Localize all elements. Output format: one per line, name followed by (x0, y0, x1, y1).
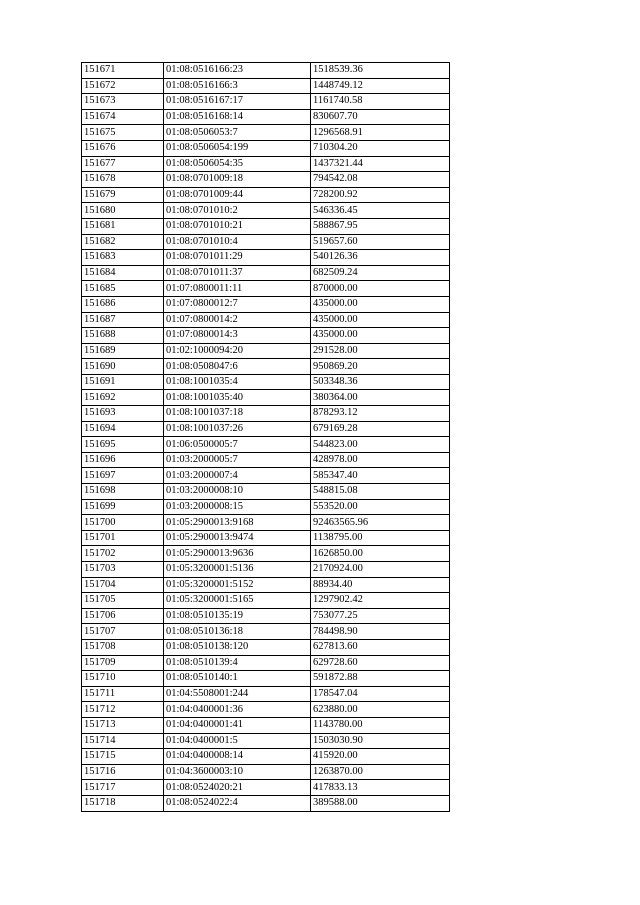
row-number-cell: 151717 (82, 780, 164, 796)
cadastral-number-cell: 01:08:0524020:21 (164, 780, 311, 796)
table-row (82, 780, 450, 796)
row-number-cell: 151672 (82, 78, 164, 94)
amount-cell: 503348.36 (311, 374, 450, 390)
cadastral-number-cell: 01:08:0524022:4 (164, 795, 311, 811)
row-number-cell: 151715 (82, 749, 164, 765)
amount-cell: 2170924.00 (311, 562, 450, 578)
amount-cell: 728200.92 (311, 187, 450, 203)
table-row (82, 702, 450, 718)
cadastral-number-cell: 01:05:3200001:5152 (164, 577, 311, 593)
cadastral-number-cell: 01:08:1001035:4 (164, 374, 311, 390)
amount-cell: 870000.00 (311, 281, 450, 297)
amount-cell: 519657.60 (311, 234, 450, 250)
amount-cell: 544823.00 (311, 437, 450, 453)
row-number-cell: 151703 (82, 562, 164, 578)
table-row (82, 125, 450, 141)
row-number-cell: 151712 (82, 702, 164, 718)
amount-cell: 92463565.96 (311, 515, 450, 531)
amount-cell: 1448749.12 (311, 78, 450, 94)
row-number-cell: 151711 (82, 686, 164, 702)
amount-cell: 950869.20 (311, 359, 450, 375)
table-row (82, 624, 450, 640)
cadastral-number-cell: 01:08:0701010:2 (164, 203, 311, 219)
table-row (82, 78, 450, 94)
cadastral-number-cell: 01:08:0701009:44 (164, 187, 311, 203)
table-row (82, 577, 450, 593)
row-number-cell: 151674 (82, 109, 164, 125)
row-number-cell: 151699 (82, 499, 164, 515)
table-row (82, 374, 450, 390)
amount-cell: 1503030.90 (311, 733, 450, 749)
cadastral-number-cell: 01:05:3200001:5165 (164, 593, 311, 609)
table-row (82, 390, 450, 406)
cadastral-number-cell: 01:04:3600003:10 (164, 764, 311, 780)
amount-cell: 794542.08 (311, 172, 450, 188)
row-number-cell: 151682 (82, 234, 164, 250)
amount-cell: 588867.95 (311, 218, 450, 234)
amount-cell: 389588.00 (311, 795, 450, 811)
cadastral-number-cell: 01:04:0400001:41 (164, 717, 311, 733)
cadastral-number-cell: 01:07:0800011:11 (164, 281, 311, 297)
cadastral-number-cell: 01:03:2000005:7 (164, 452, 311, 468)
table-row (82, 203, 450, 219)
row-number-cell: 151687 (82, 312, 164, 328)
table-body (82, 63, 450, 812)
cadastral-number-cell: 01:08:1001037:18 (164, 406, 311, 422)
row-number-cell: 151708 (82, 639, 164, 655)
amount-cell: 1626850.00 (311, 546, 450, 562)
cadastral-number-cell: 01:08:0516166:23 (164, 63, 311, 79)
cadastral-number-cell: 01:06:0500005:7 (164, 437, 311, 453)
cadastral-number-cell: 01:04:0400008:14 (164, 749, 311, 765)
table-row (82, 717, 450, 733)
table-row (82, 156, 450, 172)
cadastral-number-cell: 01:08:0506053:7 (164, 125, 311, 141)
table-row (82, 437, 450, 453)
row-number-cell: 151695 (82, 437, 164, 453)
table-row (82, 764, 450, 780)
table-row (82, 749, 450, 765)
row-number-cell: 151678 (82, 172, 164, 188)
table-row (82, 172, 450, 188)
row-number-cell: 151707 (82, 624, 164, 640)
amount-cell: 540126.36 (311, 250, 450, 266)
table-row (82, 593, 450, 609)
document-page (81, 62, 449, 812)
table-row (82, 265, 450, 281)
table-row (82, 468, 450, 484)
cadastral-number-cell: 01:08:0508047:6 (164, 359, 311, 375)
row-number-cell: 151690 (82, 359, 164, 375)
amount-cell: 1297902.42 (311, 593, 450, 609)
row-number-cell: 151691 (82, 374, 164, 390)
row-number-cell: 151677 (82, 156, 164, 172)
row-number-cell: 151694 (82, 421, 164, 437)
row-number-cell: 151675 (82, 125, 164, 141)
amount-cell: 1263870.00 (311, 764, 450, 780)
data-table (81, 62, 450, 812)
cadastral-number-cell: 01:04:0400001:5 (164, 733, 311, 749)
row-number-cell: 151671 (82, 63, 164, 79)
table-row (82, 655, 450, 671)
amount-cell: 415920.00 (311, 749, 450, 765)
row-number-cell: 151683 (82, 250, 164, 266)
row-number-cell: 151702 (82, 546, 164, 562)
amount-cell: 546336.45 (311, 203, 450, 219)
cadastral-number-cell: 01:08:0701011:29 (164, 250, 311, 266)
amount-cell: 1138795.00 (311, 530, 450, 546)
row-number-cell: 151676 (82, 140, 164, 156)
row-number-cell: 151681 (82, 218, 164, 234)
row-number-cell: 151716 (82, 764, 164, 780)
table-row (82, 530, 450, 546)
table-row (82, 733, 450, 749)
table-row (82, 795, 450, 811)
table-row (82, 686, 450, 702)
amount-cell: 1143780.00 (311, 717, 450, 733)
table-row (82, 671, 450, 687)
cadastral-number-cell: 01:07:0800014:3 (164, 328, 311, 344)
row-number-cell: 151684 (82, 265, 164, 281)
row-number-cell: 151689 (82, 343, 164, 359)
cadastral-number-cell: 01:05:3200001:5136 (164, 562, 311, 578)
cadastral-number-cell: 01:08:0510140:1 (164, 671, 311, 687)
amount-cell: 629728.60 (311, 655, 450, 671)
row-number-cell: 151696 (82, 452, 164, 468)
amount-cell: 88934.40 (311, 577, 450, 593)
cadastral-number-cell: 01:07:0800012:7 (164, 296, 311, 312)
amount-cell: 710304.20 (311, 140, 450, 156)
table-row (82, 218, 450, 234)
table-row (82, 421, 450, 437)
cadastral-number-cell: 01:08:0701009:18 (164, 172, 311, 188)
cadastral-number-cell: 01:08:0516167:17 (164, 94, 311, 110)
amount-cell: 753077.25 (311, 608, 450, 624)
row-number-cell: 151700 (82, 515, 164, 531)
table-row (82, 639, 450, 655)
row-number-cell: 151713 (82, 717, 164, 733)
cadastral-number-cell: 01:08:0510138:120 (164, 639, 311, 655)
table-row (82, 63, 450, 79)
amount-cell: 784498.90 (311, 624, 450, 640)
amount-cell: 1437321.44 (311, 156, 450, 172)
cadastral-number-cell: 01:05:2900013:9636 (164, 546, 311, 562)
row-number-cell: 151701 (82, 530, 164, 546)
table-row (82, 250, 450, 266)
cadastral-number-cell: 01:08:0701010:4 (164, 234, 311, 250)
table-row (82, 546, 450, 562)
cadastral-number-cell: 01:04:5508001:244 (164, 686, 311, 702)
row-number-cell: 151706 (82, 608, 164, 624)
table-row (82, 406, 450, 422)
row-number-cell: 151680 (82, 203, 164, 219)
cadastral-number-cell: 01:08:1001037:26 (164, 421, 311, 437)
table-row (82, 312, 450, 328)
amount-cell: 1518539.36 (311, 63, 450, 79)
row-number-cell: 151692 (82, 390, 164, 406)
row-number-cell: 151688 (82, 328, 164, 344)
amount-cell: 178547.04 (311, 686, 450, 702)
amount-cell: 682509.24 (311, 265, 450, 281)
row-number-cell: 151714 (82, 733, 164, 749)
cadastral-number-cell: 01:08:1001035:40 (164, 390, 311, 406)
table-row (82, 109, 450, 125)
row-number-cell: 151718 (82, 795, 164, 811)
table-row (82, 515, 450, 531)
cadastral-number-cell: 01:08:0516168:14 (164, 109, 311, 125)
row-number-cell: 151705 (82, 593, 164, 609)
table-row (82, 499, 450, 515)
cadastral-number-cell: 01:08:0701010:21 (164, 218, 311, 234)
table-row (82, 452, 450, 468)
row-number-cell: 151685 (82, 281, 164, 297)
amount-cell: 679169.28 (311, 421, 450, 437)
cadastral-number-cell: 01:02:1000094:20 (164, 343, 311, 359)
cadastral-number-cell: 01:08:0510139:4 (164, 655, 311, 671)
cadastral-number-cell: 01:05:2900013:9168 (164, 515, 311, 531)
table-row (82, 608, 450, 624)
amount-cell: 380364.00 (311, 390, 450, 406)
cadastral-number-cell: 01:03:2000008:15 (164, 499, 311, 515)
row-number-cell: 151679 (82, 187, 164, 203)
amount-cell: 627813.60 (311, 639, 450, 655)
cadastral-number-cell: 01:08:0510135:19 (164, 608, 311, 624)
row-number-cell: 151710 (82, 671, 164, 687)
table-row (82, 234, 450, 250)
amount-cell: 417833.13 (311, 780, 450, 796)
cadastral-number-cell: 01:08:0506054:35 (164, 156, 311, 172)
amount-cell: 291528.00 (311, 343, 450, 359)
row-number-cell: 151686 (82, 296, 164, 312)
cadastral-number-cell: 01:04:0400001:36 (164, 702, 311, 718)
table-row (82, 140, 450, 156)
amount-cell: 435000.00 (311, 296, 450, 312)
cadastral-number-cell: 01:03:2000007:4 (164, 468, 311, 484)
cadastral-number-cell: 01:08:0516166:3 (164, 78, 311, 94)
cadastral-number-cell: 01:05:2900013:9474 (164, 530, 311, 546)
amount-cell: 553520.00 (311, 499, 450, 515)
row-number-cell: 151693 (82, 406, 164, 422)
amount-cell: 435000.00 (311, 312, 450, 328)
table-row (82, 328, 450, 344)
cadastral-number-cell: 01:08:0506054:199 (164, 140, 311, 156)
table-row (82, 281, 450, 297)
cadastral-number-cell: 01:08:0510136:18 (164, 624, 311, 640)
row-number-cell: 151697 (82, 468, 164, 484)
amount-cell: 428978.00 (311, 452, 450, 468)
amount-cell: 878293.12 (311, 406, 450, 422)
amount-cell: 548815.08 (311, 484, 450, 500)
amount-cell: 1296568.91 (311, 125, 450, 141)
amount-cell: 435000.00 (311, 328, 450, 344)
cadastral-number-cell: 01:03:2000008:10 (164, 484, 311, 500)
amount-cell: 830607.70 (311, 109, 450, 125)
amount-cell: 585347.40 (311, 468, 450, 484)
row-number-cell: 151673 (82, 94, 164, 110)
cadastral-number-cell: 01:08:0701011:37 (164, 265, 311, 281)
table-row (82, 187, 450, 203)
amount-cell: 1161740.58 (311, 94, 450, 110)
cadastral-number-cell: 01:07:0800014:2 (164, 312, 311, 328)
table-row (82, 296, 450, 312)
table-row (82, 484, 450, 500)
row-number-cell: 151704 (82, 577, 164, 593)
table-row (82, 343, 450, 359)
row-number-cell: 151709 (82, 655, 164, 671)
table-row (82, 562, 450, 578)
table-row (82, 359, 450, 375)
amount-cell: 591872.88 (311, 671, 450, 687)
table-row (82, 94, 450, 110)
row-number-cell: 151698 (82, 484, 164, 500)
amount-cell: 623880.00 (311, 702, 450, 718)
